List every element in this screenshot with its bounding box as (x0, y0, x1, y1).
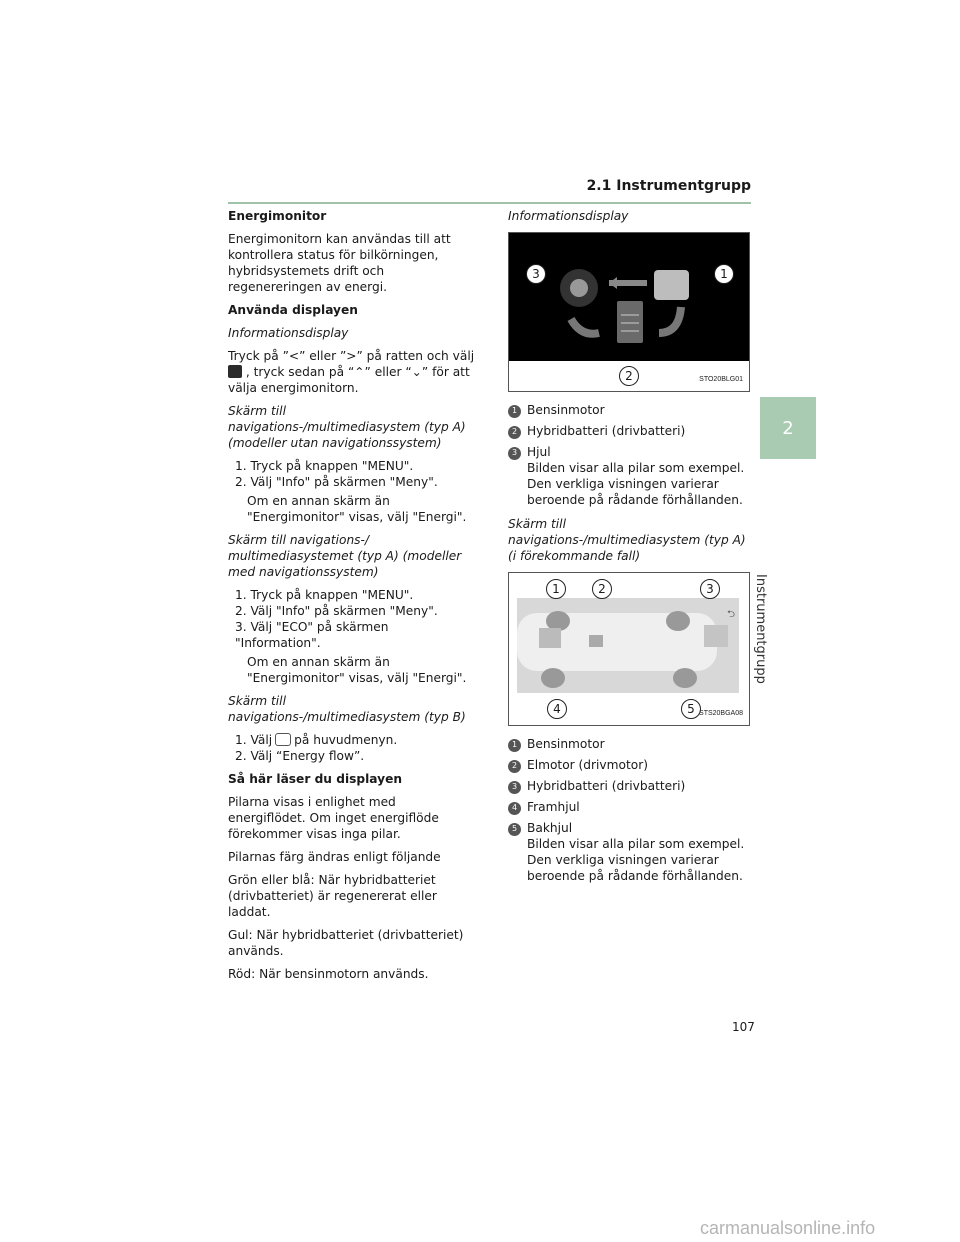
chapter-number: 2 (782, 417, 794, 439)
nav-a-note: Om en annan skärm än "Energimonitor" visas, välj "Energi". (247, 494, 467, 524)
figure-code: STO20BLG01 (699, 376, 743, 383)
legend-label: Bensinmotor (527, 737, 605, 751)
wheel-hub-shape (570, 279, 588, 297)
nav-b-step-3: 3. Välj "ECO" på skärmen "Information". (235, 620, 389, 650)
callout-2: 2 (619, 366, 639, 386)
chapter-sidebar (753, 470, 802, 684)
legend-number: 5 (508, 823, 521, 836)
nav-c-title: Skärm till navigations-/multimediasystem (typ B) (228, 694, 466, 724)
subheading-nav-a-optional: Skärm till navigations-/multimediasystem (typ A) (i förekommande fall) (508, 517, 746, 563)
chapter-title: Instrumentgrupp (753, 574, 768, 684)
chapter-tab (760, 397, 816, 459)
callout-5: 5 (681, 699, 701, 719)
nav-c-step-1-b: på huvudmenyn. (294, 733, 398, 747)
engine-shape (539, 628, 561, 648)
infodisplay-instructions (228, 348, 476, 396)
heading-energimonitor: Energimonitor (228, 209, 327, 223)
legend-label: Hybridbatteri (drivbatteri) (527, 779, 686, 793)
energy-monitor-figure-1 (508, 232, 750, 392)
nav-c-step-1 (228, 732, 476, 748)
section-title: 2.1 Instrumentgrupp (586, 178, 751, 194)
intro-paragraph: Energimonitorn kan användas till att kontrollera status för bilkörningen, hybridsystemets drift och regenereringen av energi. (228, 232, 451, 294)
legend-label: Bensinmotor (527, 403, 605, 417)
callout-4: 4 (547, 699, 567, 719)
callout-1: 1 (714, 264, 734, 284)
nav-b-step-1: 1. Tryck på knappen "MENU". (235, 588, 414, 602)
engine-shape (654, 270, 689, 300)
legend-note: Bilden visar alla pilar som exempel. Den verkliga visningen varierar beroende på rådande förhållanden. (527, 461, 745, 507)
legend-item (508, 423, 752, 439)
para-arrows: Pilarna visas i enlighet med energiflödet. Om inget energiflöde förekommer visas inga pilar. (228, 795, 439, 841)
heading-sa-har: Så här läser du displayen (228, 772, 403, 786)
energy-flow-figure-2 (508, 572, 750, 726)
back-icon: ⮌ (726, 609, 735, 620)
left-column (228, 208, 476, 989)
nav-c-step-2: 2. Välj “Energy flow”. (235, 749, 365, 763)
para-green: Grön eller blå: När hybridbatteriet (drivbatteriet) är regenererat eller laddat. (228, 873, 437, 919)
callout-1: 1 (546, 579, 566, 599)
legend-number: 3 (508, 447, 521, 460)
nav-a-step-2: 2. Välj "Info" på skärmen "Meny". (235, 475, 438, 489)
heading-anvanda: Använda displayen (228, 303, 358, 317)
nav-b-note: Om en annan skärm än "Energimonitor" visas, välj "Energi". (247, 655, 467, 685)
para-red: Röd: När bensinmotorn används. (228, 967, 429, 981)
legend-item (508, 444, 752, 508)
right-column (508, 208, 752, 889)
callout-3: 3 (526, 264, 546, 284)
legend-number: 3 (508, 781, 521, 794)
nav-a-title: Skärm till navigations-/multimediasystem (typ A) (modeller utan navigationssystem) (228, 404, 466, 450)
nav-c-step-1-a: 1. Välj (235, 733, 273, 747)
battery-shape (617, 301, 643, 343)
page-number: 107 (732, 1020, 755, 1034)
legend-item (508, 820, 752, 884)
legend-number: 1 (508, 739, 521, 752)
legend-note: Bilden visar alla pilar som exempel. Den verkliga visningen varierar beroende på rådande förhållanden. (527, 837, 745, 883)
subheading-infodisplay-right: Informationsdisplay (508, 209, 629, 223)
rear-right-wheel (673, 668, 697, 688)
car-icon (275, 733, 291, 746)
watermark: carmanualsonline.info (700, 1218, 876, 1238)
para-yellow: Gul: När hybridbatteriet (drivbatteriet) används. (228, 928, 464, 958)
legend-item (508, 736, 752, 752)
legend-number: 2 (508, 760, 521, 773)
flow-arrow-engine-battery (659, 307, 681, 333)
legend-label: Framhjul (527, 800, 580, 814)
flow-arrow-head (609, 277, 617, 289)
legend-item (508, 799, 752, 815)
energy-monitor-icon (228, 365, 242, 378)
legend-item (508, 402, 752, 418)
page-header (228, 176, 751, 204)
figure-code: STS20BGA08 (699, 710, 743, 717)
legend-label: Hjul (527, 445, 551, 459)
legend-item (508, 757, 752, 773)
battery-shape (704, 625, 728, 647)
flow-arrow-wheel-battery (571, 319, 599, 334)
subheading-infodisplay: Informationsdisplay (228, 326, 349, 340)
instruction-text-b: , tryck sedan på “⌃” eller “⌄” för att välja energimonitorn. (228, 365, 470, 395)
callout-2: 2 (592, 579, 612, 599)
legend-item (508, 778, 752, 794)
para-colors: Pilarnas färg ändras enligt följande (228, 850, 441, 864)
front-right-wheel (541, 668, 565, 688)
rear-left-wheel (666, 611, 690, 631)
legend-number: 4 (508, 802, 521, 815)
callout-3: 3 (700, 579, 720, 599)
nav-b-title: Skärm till navigations-/ multimediasystemet (typ A) (modeller med navigationssystem) (228, 533, 462, 579)
legend-label: Hybridbatteri (drivbatteri) (527, 424, 686, 438)
nav-a-step-1: 1. Tryck på knappen "MENU". (235, 459, 414, 473)
legend-number: 2 (508, 426, 521, 439)
nav-b-step-2: 2. Välj "Info" på skärmen "Meny". (235, 604, 438, 618)
legend-label: Elmotor (drivmotor) (527, 758, 648, 772)
motor-shape (589, 635, 603, 647)
instruction-text-a: Tryck på ”<” eller ”>” på ratten och välj (228, 349, 475, 363)
legend-number: 1 (508, 405, 521, 418)
legend-label: Bakhjul (527, 821, 573, 835)
